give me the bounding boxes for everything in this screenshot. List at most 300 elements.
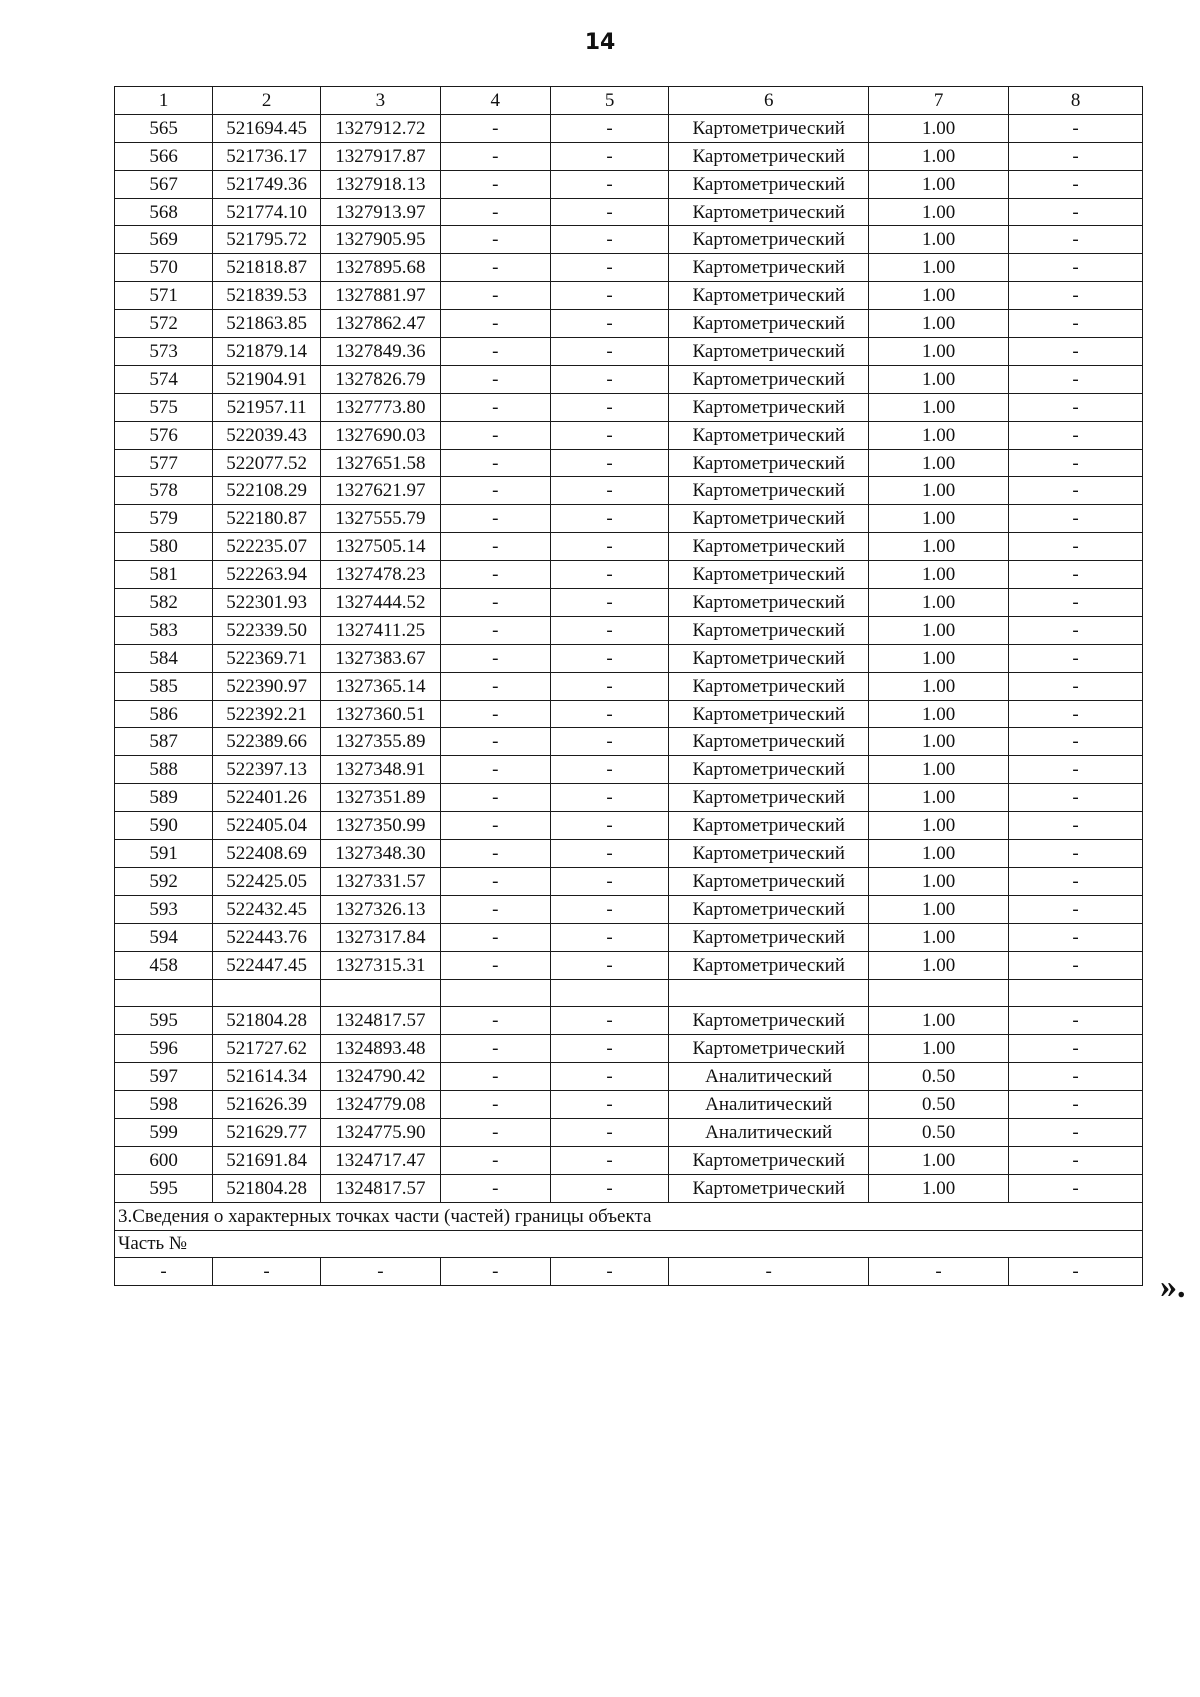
cell-method: Картометрический [669, 728, 869, 756]
cell-method: Картометрический [669, 310, 869, 338]
cell-point-number: 595 [115, 1174, 213, 1202]
table-row [115, 198, 1143, 226]
cell-coord-y: 1327355.89 [321, 728, 441, 756]
cell-accuracy: 0.50 [868, 1091, 1008, 1119]
cell-method: Картометрический [669, 951, 869, 979]
cell-col-4: - [440, 756, 550, 784]
cell-coord-y: 1327905.95 [321, 226, 441, 254]
section-title: 3.Сведения о характерных точках части (частей) границы объекта [115, 1202, 1143, 1230]
cell-accuracy: 1.00 [868, 951, 1008, 979]
cell-coord-y: 1327444.52 [321, 589, 441, 617]
cell-col-5: - [550, 616, 669, 644]
cell-col-4: - [440, 142, 550, 170]
cell-point-number: 587 [115, 728, 213, 756]
cell-col-5: - [550, 170, 669, 198]
cell-col-8: - [1009, 449, 1143, 477]
table-row [115, 979, 1143, 1007]
cell-method: Картометрический [669, 226, 869, 254]
cell-point-number: 597 [115, 1063, 213, 1091]
cell-coord-y: 1324775.90 [321, 1118, 441, 1146]
cell-method: Аналитический [669, 1091, 869, 1119]
section-title-row [115, 1202, 1143, 1230]
cell-coord-x: 522108.29 [213, 477, 321, 505]
cell-coord-y: 1327348.91 [321, 756, 441, 784]
cell-method: Картометрический [669, 561, 869, 589]
cell-accuracy: 7 [868, 87, 1008, 115]
cell-coord-y: 1327317.84 [321, 923, 441, 951]
cell-col-8: - [1009, 616, 1143, 644]
cell-coord-y: 1324817.57 [321, 1007, 441, 1035]
cell-accuracy: 1.00 [868, 365, 1008, 393]
cell-col-8: - [1009, 310, 1143, 338]
cell-point-number: 565 [115, 114, 213, 142]
cell-col-8: - [1009, 365, 1143, 393]
cell-coord-y: 1327326.13 [321, 895, 441, 923]
cell-point-number: 1 [115, 87, 213, 115]
part-row [115, 1258, 1143, 1286]
cell-col-8: - [1009, 756, 1143, 784]
table-row [115, 421, 1143, 449]
cell-col-4: - [440, 393, 550, 421]
cell-coord-y: 1327895.68 [321, 254, 441, 282]
cell-col-5: - [550, 1118, 669, 1146]
cell-accuracy: 1.00 [868, 1007, 1008, 1035]
cell-col-5: - [550, 114, 669, 142]
cell-accuracy: 1.00 [868, 644, 1008, 672]
cell-coord-y: 1327621.97 [321, 477, 441, 505]
cell-accuracy: 1.00 [868, 728, 1008, 756]
cell-method: Картометрический [669, 756, 869, 784]
cell-method: Картометрический [669, 114, 869, 142]
cell-coord-y: 1327348.30 [321, 840, 441, 868]
cell-method: Картометрический [669, 254, 869, 282]
cell-coord-x: 522263.94 [213, 561, 321, 589]
table-row [115, 728, 1143, 756]
table-row [115, 477, 1143, 505]
table-row [115, 505, 1143, 533]
cell-accuracy: 1.00 [868, 170, 1008, 198]
cell-coord-x: 522180.87 [213, 505, 321, 533]
cell-col-8: - [1009, 338, 1143, 366]
cell-accuracy: 1.00 [868, 338, 1008, 366]
cell-point-number: 599 [115, 1118, 213, 1146]
cell-coord-x: 522443.76 [213, 923, 321, 951]
cell-col-4: - [440, 616, 550, 644]
part-label: Часть № [115, 1230, 1143, 1258]
cell-col-4: - [440, 226, 550, 254]
cell-coord-y: 1327411.25 [321, 616, 441, 644]
cell-accuracy: 1.00 [868, 1146, 1008, 1174]
cell-coord-x: 522235.07 [213, 533, 321, 561]
table-body [115, 87, 1143, 1286]
cell-point-number: 584 [115, 644, 213, 672]
cell-point-number: 600 [115, 1146, 213, 1174]
header-row [115, 87, 1143, 115]
table-row [115, 449, 1143, 477]
table-row [115, 561, 1143, 589]
cell-coord-y: 1327912.72 [321, 114, 441, 142]
cell-col-5: - [550, 895, 669, 923]
cell-col-8: - [1009, 393, 1143, 421]
cell-point-number: 568 [115, 198, 213, 226]
cell-coord-y: 1327651.58 [321, 449, 441, 477]
table-row [115, 1091, 1143, 1119]
cell-method: Картометрический [669, 505, 869, 533]
cell-method: Картометрический [669, 784, 869, 812]
cell-coord-x: 521863.85 [213, 310, 321, 338]
cell-col-5: - [550, 561, 669, 589]
cell-coord-y: 3 [321, 87, 441, 115]
table-row [115, 895, 1143, 923]
cell-coord-x: 522397.13 [213, 756, 321, 784]
cell-method: Картометрический [669, 895, 869, 923]
cell-col-8: - [1009, 226, 1143, 254]
cell-method: Картометрический [669, 616, 869, 644]
cell-point-number: 576 [115, 421, 213, 449]
cell-col-4: - [440, 533, 550, 561]
table-row [115, 365, 1143, 393]
cell-method: Картометрический [669, 393, 869, 421]
cell-accuracy: 1.00 [868, 254, 1008, 282]
cell-accuracy: 1.00 [868, 533, 1008, 561]
table-row [115, 1146, 1143, 1174]
cell-point-number: 598 [115, 1091, 213, 1119]
cell-col-5: - [550, 812, 669, 840]
cell-col-8: - [1009, 728, 1143, 756]
cell-method: Картометрический [669, 672, 869, 700]
cell-accuracy: 1.00 [868, 477, 1008, 505]
cell-col-4: - [440, 867, 550, 895]
table-row [115, 310, 1143, 338]
table-row [115, 589, 1143, 617]
cell-method: Картометрический [669, 198, 869, 226]
cell-col-4: - [440, 895, 550, 923]
cell-col-5: - [550, 338, 669, 366]
table-row [115, 142, 1143, 170]
cell-coord-y: 1327383.67 [321, 644, 441, 672]
cell-accuracy: 1.00 [868, 923, 1008, 951]
cell-coord-x: 521736.17 [213, 142, 321, 170]
cell-coord-y: 1327881.97 [321, 282, 441, 310]
cell-point-number: 593 [115, 895, 213, 923]
cell-coord-x: 522390.97 [213, 672, 321, 700]
cell-method: Картометрический [669, 338, 869, 366]
cell-accuracy: 1.00 [868, 616, 1008, 644]
table-row [115, 282, 1143, 310]
cell-col-5: - [550, 282, 669, 310]
cell-col-5: - [550, 784, 669, 812]
cell-point-number: 573 [115, 338, 213, 366]
cell-coord-x: 522405.04 [213, 812, 321, 840]
table-row [115, 170, 1143, 198]
table-row [115, 254, 1143, 282]
cell-col-8: - [1009, 142, 1143, 170]
cell-accuracy: - [868, 1258, 1008, 1286]
cell-coord-y: 1324779.08 [321, 1091, 441, 1119]
cell-col-4: - [440, 449, 550, 477]
cell-coord-y: 1327773.80 [321, 393, 441, 421]
cell-col-8: - [1009, 1035, 1143, 1063]
cell-coord-y: 1327913.97 [321, 198, 441, 226]
cell-accuracy: 1.00 [868, 142, 1008, 170]
cell-method: Картометрический [669, 1035, 869, 1063]
table-row [115, 114, 1143, 142]
cell-col-8: - [1009, 951, 1143, 979]
cell-col-8: - [1009, 282, 1143, 310]
cell-method: Картометрический [669, 840, 869, 868]
cell-point-number: 588 [115, 756, 213, 784]
cell-method: Картометрический [669, 1007, 869, 1035]
cell-col-5: 5 [550, 87, 669, 115]
cell-coord-x: 521629.77 [213, 1118, 321, 1146]
cell-col-8: 8 [1009, 87, 1143, 115]
cell-coord-y: 1327365.14 [321, 672, 441, 700]
cell-col-5: - [550, 1174, 669, 1202]
cell-col-5: - [550, 226, 669, 254]
table-row [115, 672, 1143, 700]
cell-col-8: - [1009, 672, 1143, 700]
cell-col-4: - [440, 561, 550, 589]
part-label-row [115, 1230, 1143, 1258]
cell-col-4: - [440, 840, 550, 868]
cell-method [669, 979, 869, 1007]
cell-point-number: 589 [115, 784, 213, 812]
cell-col-8: - [1009, 840, 1143, 868]
cell-col-5: - [550, 867, 669, 895]
cell-point-number: 595 [115, 1007, 213, 1035]
cell-coord-x: - [213, 1258, 321, 1286]
table-row [115, 700, 1143, 728]
cell-coord-y: 1324893.48 [321, 1035, 441, 1063]
cell-point-number: 574 [115, 365, 213, 393]
cell-coord-x: 522432.45 [213, 895, 321, 923]
table-row [115, 1063, 1143, 1091]
cell-col-4: - [440, 923, 550, 951]
cell-method: Картометрический [669, 700, 869, 728]
cell-col-5: - [550, 728, 669, 756]
table-row [115, 1174, 1143, 1202]
cell-method: Картометрический [669, 477, 869, 505]
cell-col-8: - [1009, 923, 1143, 951]
cell-col-4: - [440, 1146, 550, 1174]
cell-col-4: - [440, 338, 550, 366]
cell-accuracy: 1.00 [868, 895, 1008, 923]
cell-accuracy: 0.50 [868, 1063, 1008, 1091]
cell-col-8: - [1009, 1174, 1143, 1202]
cell-col-5: - [550, 700, 669, 728]
cell-col-4: - [440, 589, 550, 617]
cell-coord-y: - [321, 1258, 441, 1286]
cell-col-5: - [550, 1063, 669, 1091]
cell-accuracy: 1.00 [868, 421, 1008, 449]
cell-coord-x: 522369.71 [213, 644, 321, 672]
cell-accuracy: 1.00 [868, 114, 1008, 142]
cell-accuracy: 1.00 [868, 226, 1008, 254]
cell-accuracy: 1.00 [868, 1035, 1008, 1063]
cell-point-number: 575 [115, 393, 213, 421]
cell-coord-y: 1327826.79 [321, 365, 441, 393]
cell-accuracy: 1.00 [868, 812, 1008, 840]
cell-col-4: 4 [440, 87, 550, 115]
cell-method: Картометрический [669, 867, 869, 895]
cell-accuracy: 1.00 [868, 840, 1008, 868]
cell-col-4: - [440, 477, 550, 505]
cell-point-number [115, 979, 213, 1007]
cell-accuracy: 1.00 [868, 198, 1008, 226]
cell-col-4: - [440, 365, 550, 393]
cell-method: Картометрический [669, 923, 869, 951]
cell-coord-x: 522408.69 [213, 840, 321, 868]
cell-point-number: - [115, 1258, 213, 1286]
cell-col-5: - [550, 672, 669, 700]
cell-col-5: - [550, 1146, 669, 1174]
cell-coord-x: 521727.62 [213, 1035, 321, 1063]
cell-coord-y: 1324790.42 [321, 1063, 441, 1091]
cell-method: Картометрический [669, 170, 869, 198]
cell-coord-y: 1327331.57 [321, 867, 441, 895]
cell-accuracy: 1.00 [868, 784, 1008, 812]
cell-coord-x: 522425.05 [213, 867, 321, 895]
cell-point-number: 577 [115, 449, 213, 477]
cell-col-8: - [1009, 254, 1143, 282]
cell-accuracy: 1.00 [868, 756, 1008, 784]
cell-col-8: - [1009, 198, 1143, 226]
table-row [115, 867, 1143, 895]
table-row [115, 393, 1143, 421]
cell-col-8 [1009, 979, 1143, 1007]
cell-accuracy: 1.00 [868, 1174, 1008, 1202]
cell-accuracy: 1.00 [868, 672, 1008, 700]
cell-col-4: - [440, 672, 550, 700]
table-row [115, 644, 1143, 672]
cell-col-8: - [1009, 421, 1143, 449]
cell-coord-y: 1327505.14 [321, 533, 441, 561]
cell-col-8: - [1009, 812, 1143, 840]
cell-method: Аналитический [669, 1063, 869, 1091]
cell-col-4: - [440, 1258, 550, 1286]
cell-coord-x: 521614.34 [213, 1063, 321, 1091]
cell-accuracy: 0.50 [868, 1118, 1008, 1146]
cell-accuracy [868, 979, 1008, 1007]
cell-col-5: - [550, 1007, 669, 1035]
cell-method: Картометрический [669, 533, 869, 561]
cell-point-number: 579 [115, 505, 213, 533]
cell-col-8: - [1009, 784, 1143, 812]
cell-coord-y: 1327690.03 [321, 421, 441, 449]
cell-accuracy: 1.00 [868, 561, 1008, 589]
cell-coord-y: 1327849.36 [321, 338, 441, 366]
cell-coord-y: 1327350.99 [321, 812, 441, 840]
table-row [115, 756, 1143, 784]
cell-accuracy: 1.00 [868, 449, 1008, 477]
cell-col-8: - [1009, 895, 1143, 923]
cell-method: Картометрический [669, 282, 869, 310]
cell-col-5: - [550, 421, 669, 449]
cell-point-number: 572 [115, 310, 213, 338]
cell-coord-y [321, 979, 441, 1007]
cell-accuracy: 1.00 [868, 393, 1008, 421]
cell-col-4: - [440, 784, 550, 812]
cell-point-number: 580 [115, 533, 213, 561]
cell-coord-x: 522392.21 [213, 700, 321, 728]
cell-col-4: - [440, 812, 550, 840]
cell-col-4: - [440, 310, 550, 338]
cell-col-5: - [550, 840, 669, 868]
cell-col-5: - [550, 477, 669, 505]
table-row [115, 1118, 1143, 1146]
cell-accuracy: 1.00 [868, 589, 1008, 617]
cell-col-4: - [440, 198, 550, 226]
cell-coord-x: 522077.52 [213, 449, 321, 477]
cell-accuracy: 1.00 [868, 867, 1008, 895]
cell-col-4 [440, 979, 550, 1007]
cell-coord-y: 1327917.87 [321, 142, 441, 170]
cell-point-number: 596 [115, 1035, 213, 1063]
cell-coord-y: 1324817.57 [321, 1174, 441, 1202]
cell-method: Картометрический [669, 365, 869, 393]
cell-col-4: - [440, 951, 550, 979]
cell-col-4: - [440, 114, 550, 142]
cell-coord-x: 521774.10 [213, 198, 321, 226]
cell-coord-x: 521818.87 [213, 254, 321, 282]
cell-col-8: - [1009, 867, 1143, 895]
table-row [115, 812, 1143, 840]
cell-accuracy: 1.00 [868, 282, 1008, 310]
cell-col-5: - [550, 756, 669, 784]
cell-coord-x: 521879.14 [213, 338, 321, 366]
table-row [115, 923, 1143, 951]
table-row [115, 951, 1143, 979]
table-row [115, 784, 1143, 812]
cell-method: Картометрический [669, 142, 869, 170]
cell-coord-y: 1327862.47 [321, 310, 441, 338]
cell-coord-x: 521839.53 [213, 282, 321, 310]
cell-col-5: - [550, 589, 669, 617]
cell-coord-y: 1327478.23 [321, 561, 441, 589]
cell-point-number: 581 [115, 561, 213, 589]
table-row [115, 616, 1143, 644]
cell-coord-y: 1327555.79 [321, 505, 441, 533]
cell-point-number: 566 [115, 142, 213, 170]
table-row [115, 1007, 1143, 1035]
cell-method: - [669, 1258, 869, 1286]
cell-col-5: - [550, 198, 669, 226]
cell-col-4: - [440, 1007, 550, 1035]
coordinates-table [114, 86, 1143, 1286]
cell-accuracy: 1.00 [868, 700, 1008, 728]
cell-col-8: - [1009, 114, 1143, 142]
cell-coord-x: 2 [213, 87, 321, 115]
cell-coord-x: 521626.39 [213, 1091, 321, 1119]
cell-point-number: 582 [115, 589, 213, 617]
cell-coord-x: 521804.28 [213, 1174, 321, 1202]
cell-coord-x: 521694.45 [213, 114, 321, 142]
cell-col-5: - [550, 923, 669, 951]
cell-col-4: - [440, 728, 550, 756]
cell-col-8: - [1009, 533, 1143, 561]
cell-col-8: - [1009, 1063, 1143, 1091]
cell-coord-x: 522301.93 [213, 589, 321, 617]
cell-point-number: 569 [115, 226, 213, 254]
table-row [115, 840, 1143, 868]
cell-col-4: - [440, 421, 550, 449]
page-number: 14 [584, 30, 616, 55]
cell-col-5: - [550, 310, 669, 338]
cell-method: Картометрический [669, 589, 869, 617]
cell-coord-x [213, 979, 321, 1007]
cell-col-4: - [440, 1174, 550, 1202]
cell-accuracy: 1.00 [868, 505, 1008, 533]
